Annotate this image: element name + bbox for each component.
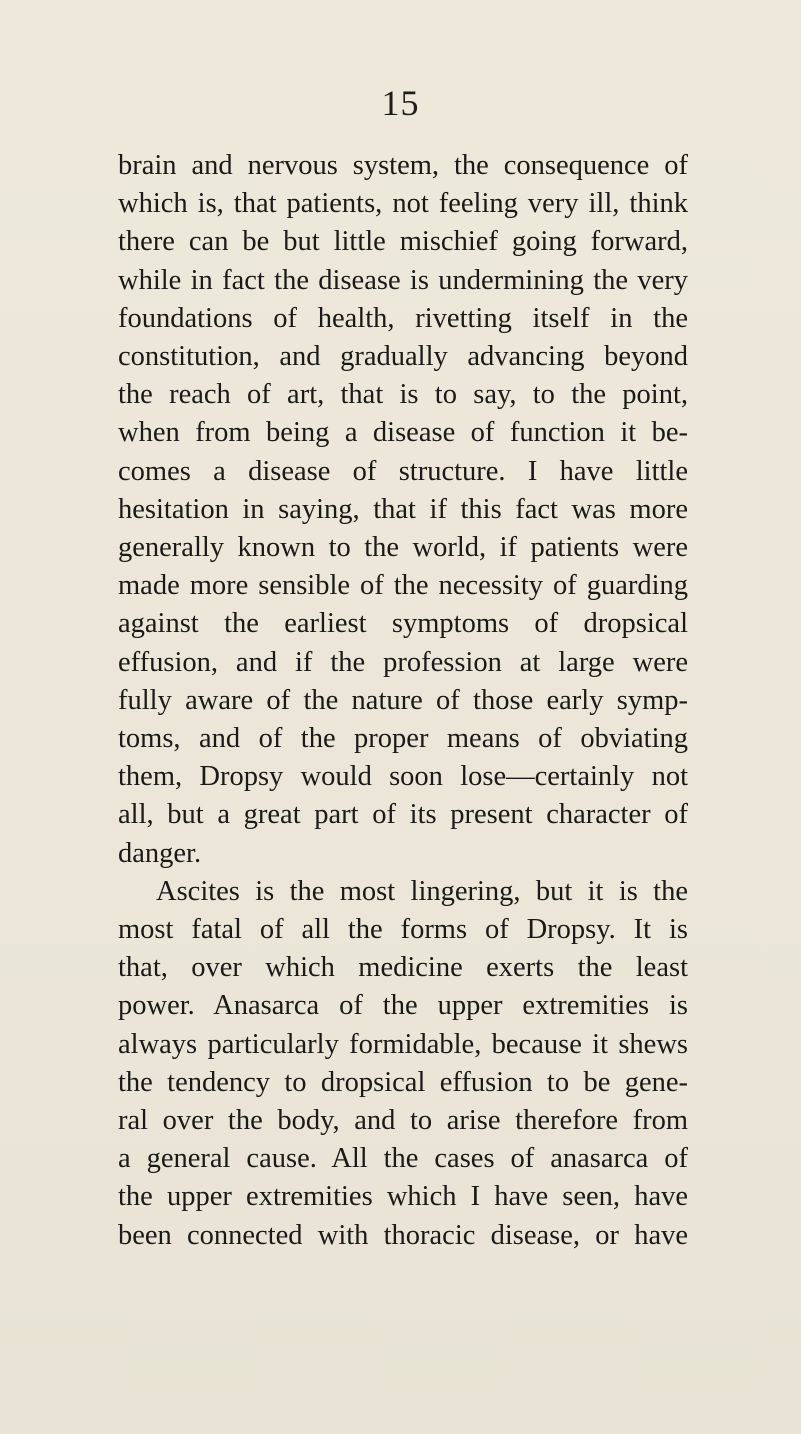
text-line: toms, and of the proper means of obviating xyxy=(118,723,688,755)
text-line: been connected with thoracic disease, or have xyxy=(118,1219,688,1251)
text-line: foundations of health, rivetting itself in the xyxy=(118,302,688,334)
text-line: comes a disease of structure. I have little xyxy=(118,455,688,487)
text-line: always particularly formidable, because it shews xyxy=(118,1028,688,1060)
text-line: constitution, and gradually advancing beyond xyxy=(118,341,688,373)
text-line: them, Dropsy would soon lose—certainly not xyxy=(118,761,688,793)
text-line: brain and nervous system, the consequence of xyxy=(118,150,688,181)
text-line: most fatal of all the forms of Dropsy. It is xyxy=(118,914,688,946)
text-line: generally known to the world, if patients were xyxy=(118,532,688,564)
text-line: there can be but little mischief going forward, xyxy=(118,226,688,258)
text-line: that, over which medicine exerts the least xyxy=(118,952,688,984)
text-line: power. Anasarca of the upper extremities is xyxy=(118,990,688,1022)
text-line: a general cause. All the cases of anasarca of xyxy=(118,1143,688,1175)
paragraph-start-line: Ascites is the most lingering, but it is the xyxy=(156,875,688,907)
text-line: the upper extremities which I have seen, have xyxy=(118,1181,688,1213)
paragraph-end-line: danger. xyxy=(118,837,202,869)
text-line: fully aware of the nature of those early symp- xyxy=(118,684,688,716)
text-line: effusion, and if the profession at large were xyxy=(118,646,688,678)
text-line: the tendency to dropsical effusion to be gene- xyxy=(118,1066,688,1098)
text-line: made more sensible of the necessity of guarding xyxy=(118,570,688,602)
text-line: ral over the body, and to arise therefore from xyxy=(118,1105,688,1137)
body-text xyxy=(118,147,688,1255)
text-line: against the earliest symptoms of dropsical xyxy=(118,608,688,640)
text-line: while in fact the disease is undermining the very xyxy=(118,264,688,296)
text-line: the reach of art, that is to say, to the point, xyxy=(118,379,688,411)
page-number: 15 xyxy=(381,83,420,123)
text-line: when from being a disease of function it be- xyxy=(118,417,688,449)
text-line: hesitation in saying, that if this fact was more xyxy=(118,493,688,525)
text-line: which is, that patients, not feeling very ill, think xyxy=(118,188,688,220)
text-line: all, but a great part of its present character of xyxy=(118,799,688,831)
